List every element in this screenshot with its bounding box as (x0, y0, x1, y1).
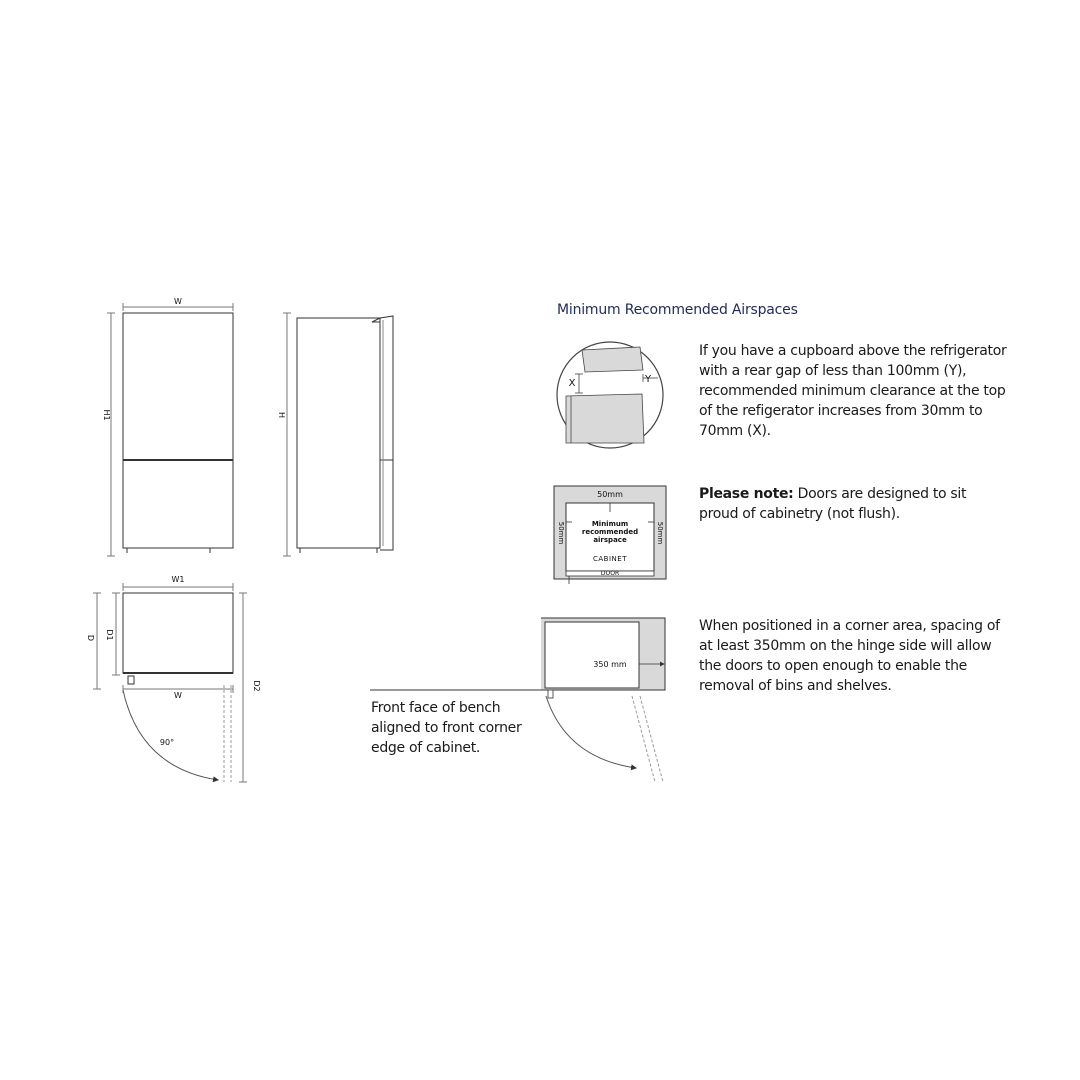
door-depth-label: D2 (252, 680, 261, 692)
door-angle-label: 90° (159, 738, 175, 747)
cab-top-dim: 50mm (597, 490, 623, 499)
front-view (107, 303, 233, 556)
door-label: DOOR (600, 570, 620, 577)
side-view (283, 313, 393, 556)
side-height-label: H (277, 411, 286, 419)
front-height-label: H1 (102, 409, 111, 421)
bench-note: Front face of bench aligned to front corner edge of cabinet. (371, 700, 522, 756)
doors-note (699, 484, 999, 524)
top-depth-label: D (86, 634, 95, 642)
cab-left-dim: 50mm (557, 521, 565, 545)
detail-x-label: X (568, 378, 576, 389)
cab-center-line2: recommended (581, 528, 639, 536)
cupboard-detail (557, 342, 663, 448)
top-view (93, 583, 247, 782)
airspaces-title: Minimum Recommended Airspaces (557, 302, 798, 318)
corner-note: When positioned in a corner area, spacing of at least 350mm on the hinge side will allow the doors to open enough to enable the removal of bins and shelves. (699, 618, 1000, 694)
corner-dim-label: 350 mm (593, 660, 627, 669)
cab-center-line1: Minimum (591, 520, 629, 528)
cab-right-dim: 50mm (656, 521, 664, 545)
detail-y-label: Y (644, 374, 652, 385)
top-width-bottom-label: W (174, 691, 182, 700)
front-width-label: W (174, 297, 182, 306)
doors-note-label: Please note: (699, 486, 794, 502)
top-width-label: W1 (171, 575, 185, 584)
doors-note-text: Doors are designed to sit proud of cabinetry (not flush). (699, 486, 967, 522)
top-depth-inner-label: D1 (105, 629, 114, 641)
cabinet-label: CABINET (593, 555, 627, 563)
cupboard-note: If you have a cupboard above the refrigerator with a rear gap of less than 100mm (Y), recommended minimum clearance at the top of the refigerator increases from 30mm to 70mm (X). (699, 343, 1007, 439)
cab-center-line3: airspace (593, 536, 627, 544)
